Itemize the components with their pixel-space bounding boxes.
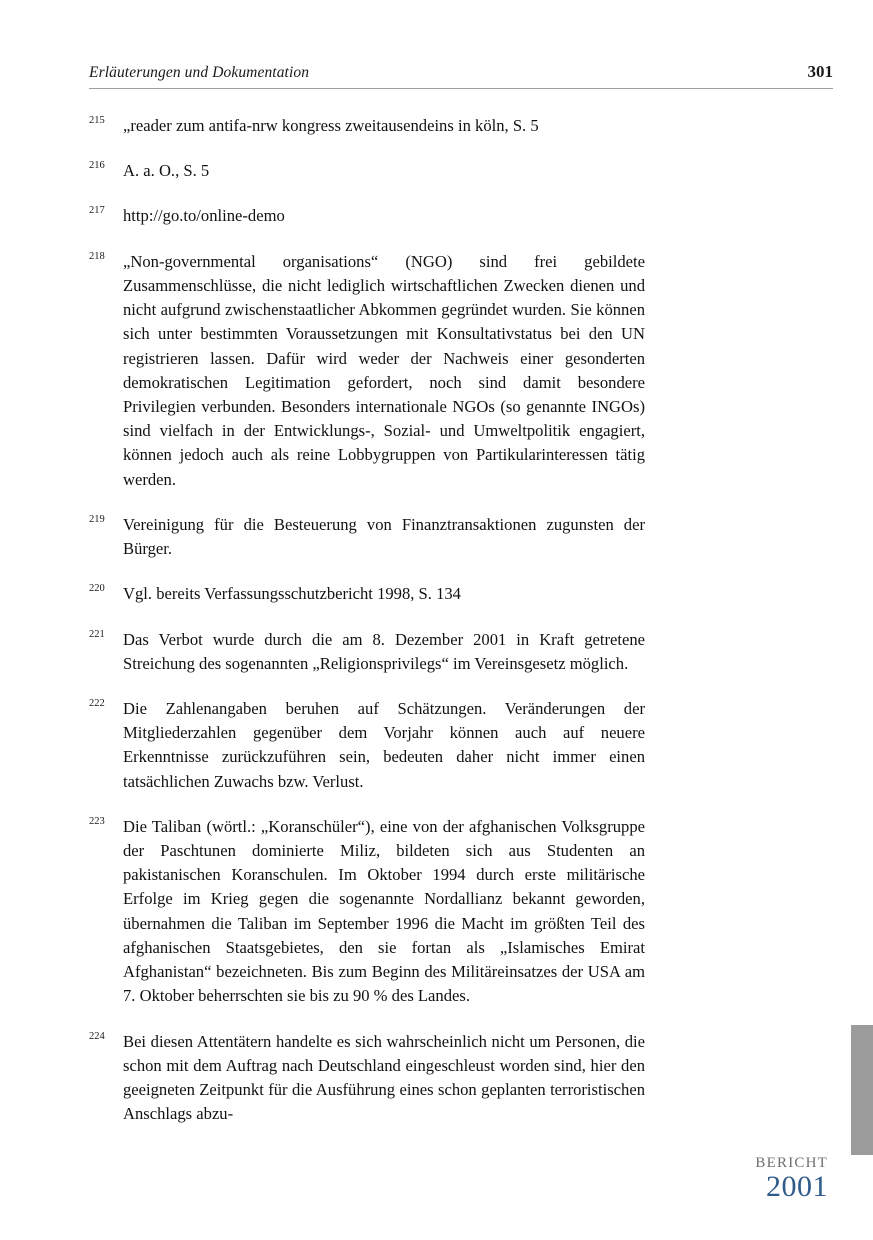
footnote-number: 224 bbox=[89, 1030, 105, 1042]
logo-year: 2001 bbox=[766, 1170, 828, 1203]
footnote-text: Vgl. bereits Verfassungsschutzbericht 1998, S. 134 bbox=[123, 584, 461, 604]
footnote-text: A. a. O., S. 5 bbox=[123, 161, 210, 181]
footnote-text: Die Taliban (wörtl.: „Koranschüler“), eine von der afghanischen Volksgruppe der Paschtunen dominierte Miliz, bildeten sich aus Studenten an pakistanischen Koranschulen. Im Oktober 1994 durch erste militärische Erfolge im Krieg gegen die sogenannte Nordallianz bekannt geworden, übernahmen die Taliban im September 1996 die Macht im größten Teil des afghanischen Staatsgebietes, den sie fortan als „Islamisches Emirat Afghanistan“ bezeichneten. Bis zum Beginn des Militäreinsatzes der USA am 7. Oktober beherrschten sie bis zu 90 % des Landes. bbox=[123, 816, 645, 1006]
footnote-text: „reader zum antifa-nrw kongress zweitausendeins in köln, S. 5 bbox=[123, 116, 539, 135]
report-logo bbox=[755, 1156, 828, 1202]
header-title: Erläuterungen und Dokumentation bbox=[89, 64, 310, 81]
footnote-item bbox=[89, 815, 645, 1009]
footnote-number: 218 bbox=[89, 250, 105, 262]
page-header bbox=[89, 62, 833, 89]
footnote-text: http://go.to/online-demo bbox=[123, 206, 285, 226]
footnote-number: 217 bbox=[89, 205, 105, 217]
footnote-text: Das Verbot wurde durch die am 8. Dezember 2001 in Kraft getretene Streichung des sogenannten „Religionsprivilegs“ im Vereinsgesetz möglich. bbox=[123, 629, 645, 673]
footnote-text: Vereinigung für die Besteuerung von Finanztransaktionen zugunsten der Bürger. bbox=[123, 514, 645, 559]
footnote-item bbox=[89, 628, 645, 676]
footnote-item bbox=[89, 159, 645, 183]
footnote-item bbox=[89, 114, 645, 138]
footnote-text: Bei diesen Attentätern handelte es sich wahrscheinlich nicht um Personen, die schon mit dem Auftrag nach Deutschland eingeschleust worden sind, hier den geeigneten Zeitpunkt für die Ausführung eines schon geplanten terroristischen Anschlags abzu- bbox=[123, 1031, 645, 1124]
footnote-number: 222 bbox=[89, 697, 105, 709]
footnote-item bbox=[89, 250, 645, 492]
logo-word: BERICHT bbox=[755, 1155, 828, 1171]
footnote-number: 219 bbox=[89, 513, 105, 525]
footnote-list bbox=[89, 114, 645, 1147]
footnote-item bbox=[89, 513, 645, 561]
page-edge-marker bbox=[851, 1025, 873, 1155]
footnote-number: 216 bbox=[89, 160, 105, 172]
footnote-item bbox=[89, 204, 645, 228]
footnote-number: 215 bbox=[89, 115, 105, 126]
footnote-text: Die Zahlenangaben beruhen auf Schätzungen. Veränderungen der Mitgliederzahlen gegenüber dem Vorjahr können auch auf neuere Erkenntnisse zurückzuführen sein, bedeuten daher nicht immer einen tatsächlichen Zuwachs bzw. Verlust. bbox=[123, 698, 645, 791]
footnote-item bbox=[89, 1030, 645, 1127]
footnote-text: „Non-governmental organisations“ (NGO) sind frei gebildete Zusammenschlüsse, die nicht lediglich wirtschaftlichen Zwecken dienen und nicht aufgrund zwischenstaatlicher Abkommen gegründet wurden. Sie können sich unter bestimmten Voraussetzungen mit Konsultativstatus bei den UN registrieren lassen. Dafür wird weder der Nachweis einer gesonderten demokratischen Legitimation gefordert, noch sind damit besondere Privilegien verbunden. Besonders internationale NGOs (so genannte INGOs) sind vielfach in der Entwicklungs-, Sozial- und Umweltpolitik engagiert, können jedoch auch als reine Lobbygruppen von Partikularinteressen tätig werden. bbox=[123, 251, 645, 489]
footnote-item bbox=[89, 582, 645, 606]
page-number: 301 bbox=[807, 62, 833, 81]
footnote-number: 220 bbox=[89, 583, 105, 595]
footnote-number: 221 bbox=[89, 628, 105, 640]
footnote-number: 223 bbox=[89, 815, 105, 827]
footnote-item bbox=[89, 697, 645, 794]
